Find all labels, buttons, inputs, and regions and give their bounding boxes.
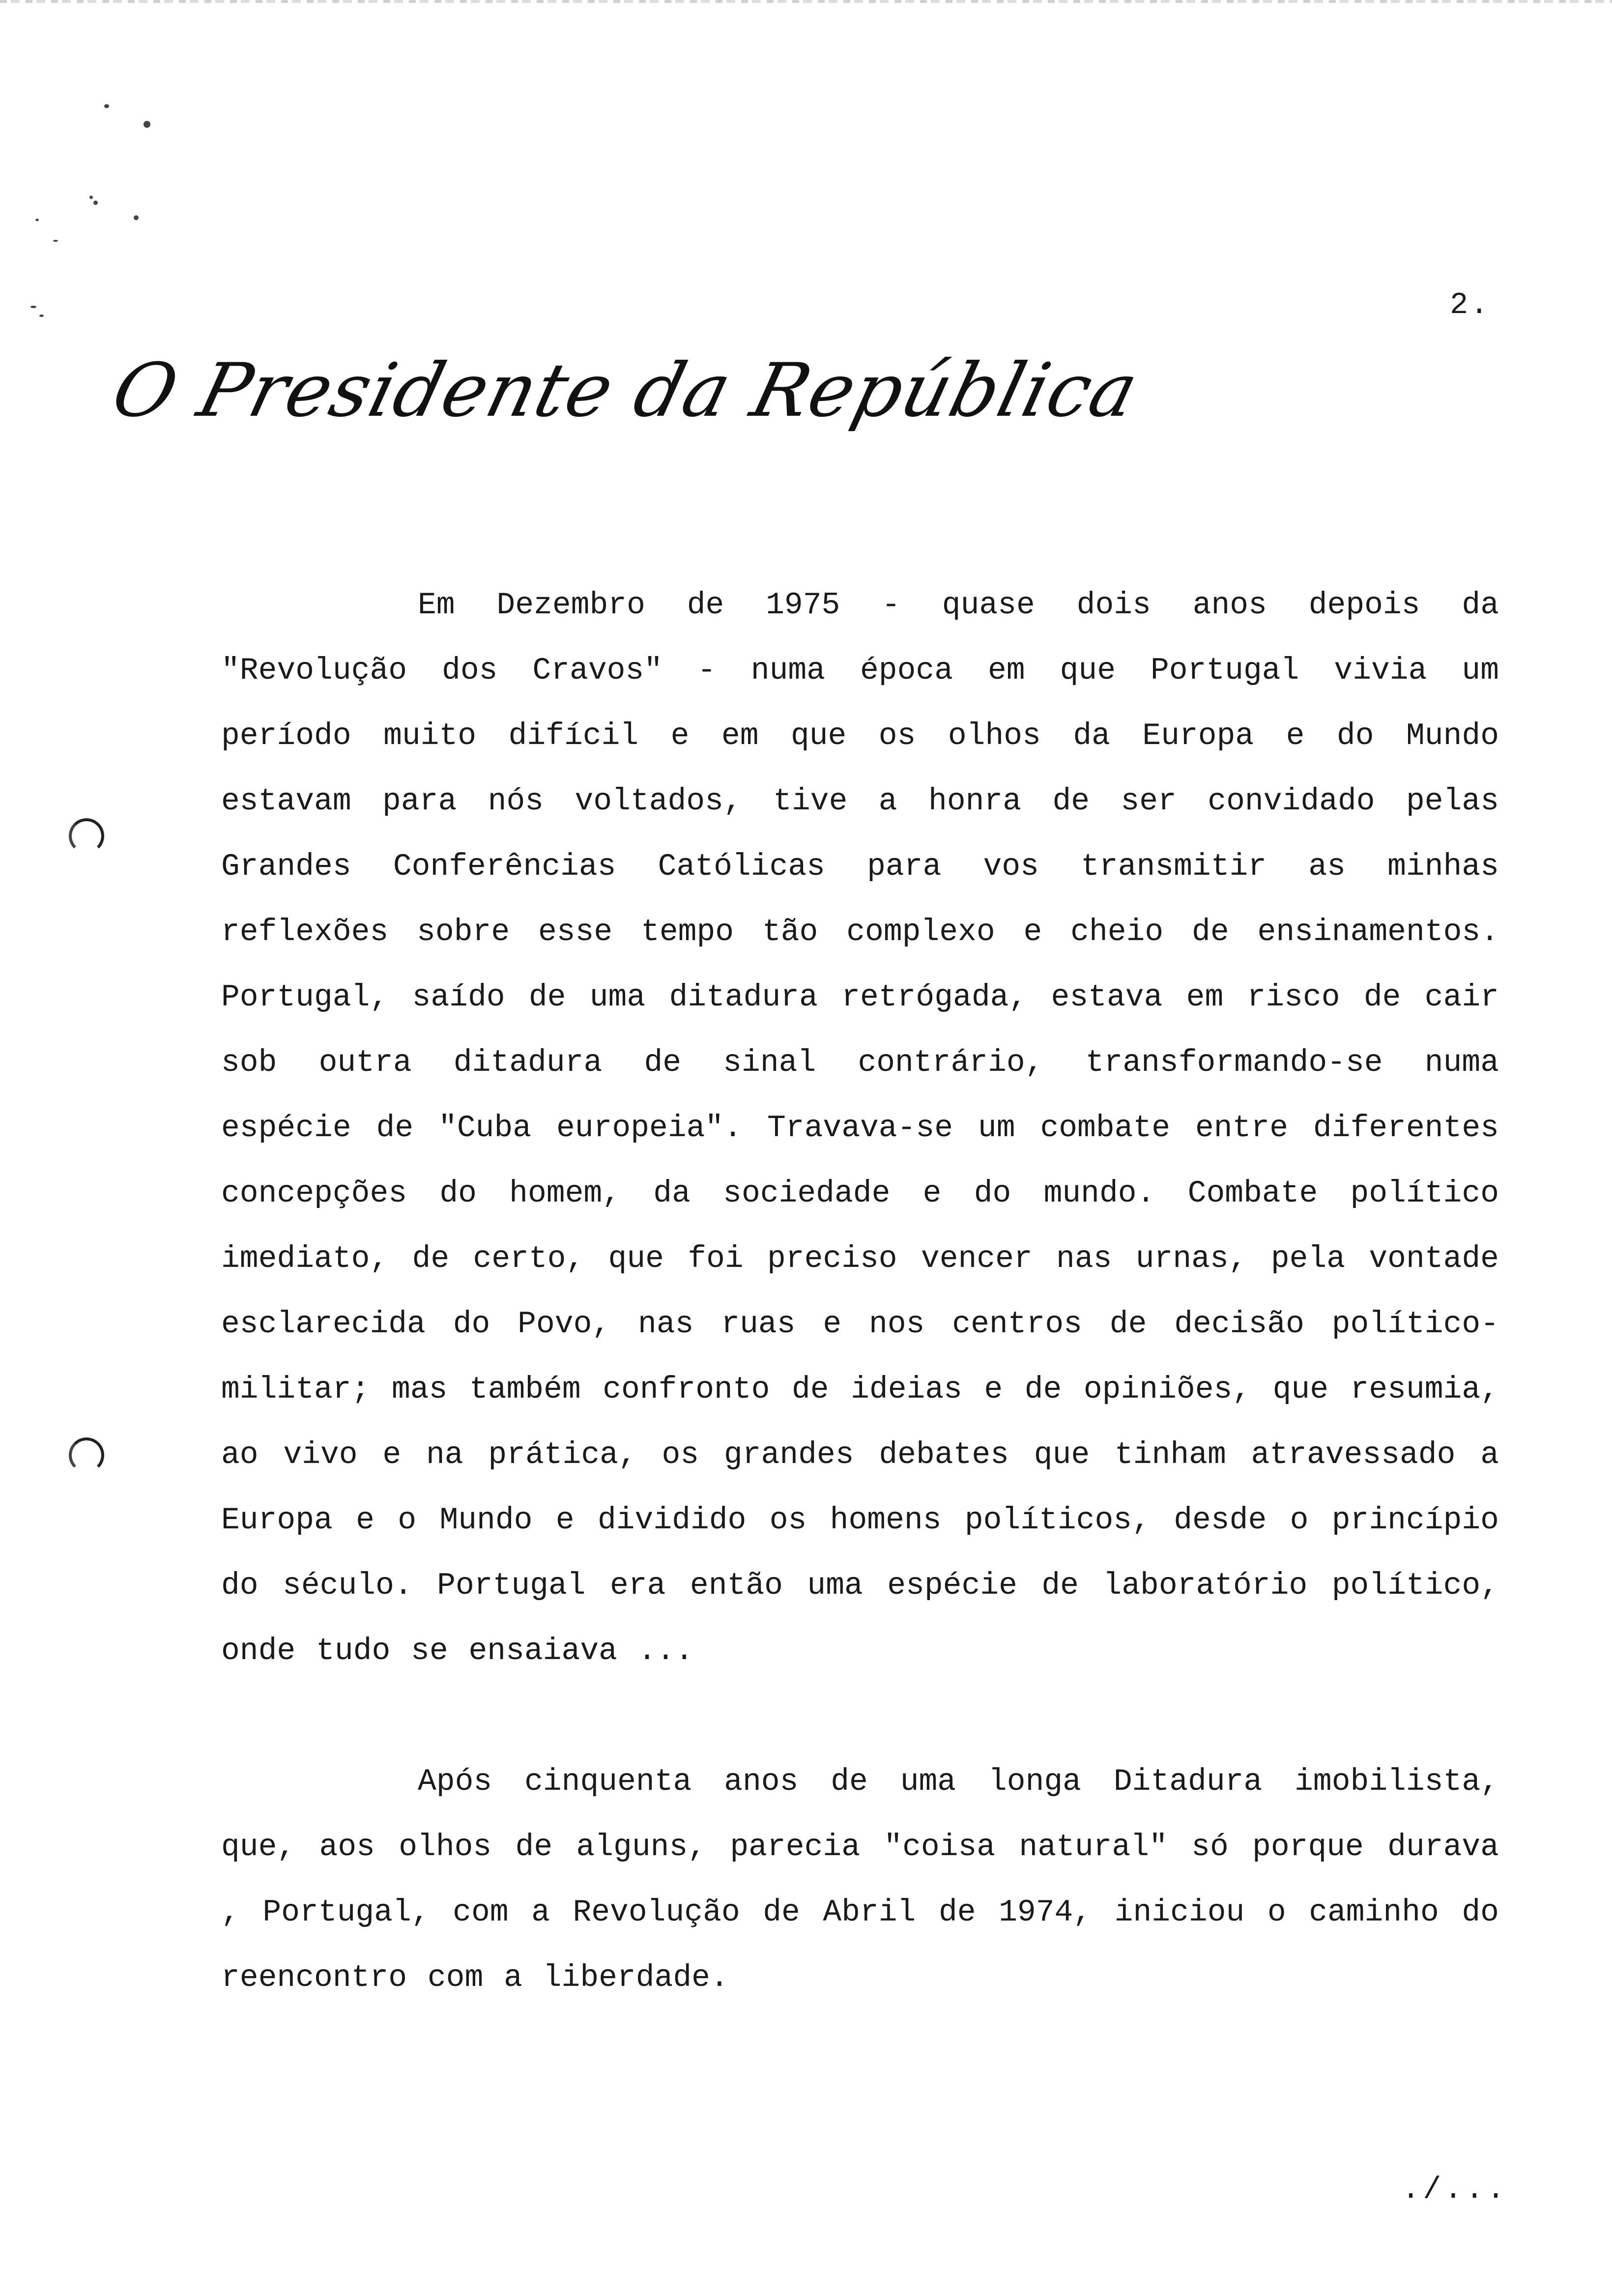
scan-speck [89,196,93,199]
scan-speck [39,315,44,317]
scan-speck [144,121,150,128]
scan-speck [35,219,39,221]
binder-punch-hole [69,818,104,854]
body-paragraph: Após cinquenta anos de uma longa Ditadura imobilista, que, aos olhos de alguns, parecia "coisa natural" só porque durava , Portugal, com a Revolução de Abril de 1974, iniciou o caminho do reencontro com a liberdade. [221,1764,1499,1995]
body-paragraph: Em Dezembro de 1975 - quase dois anos depois da "Revolução dos Cravos" - numa época em que Portugal vivia um período muito difícil e em que os olhos da Europa e do Mundo estavam para nós voltados, tive a honra de ser convidado pelas Grandes Conferências Católicas para vos transmitir as minhas reflexões sobre esse tempo tão complexo e cheio de ensinamentos. Portugal, saído de uma ditadura retrógada, estava em risco de cair sob outra ditadura de sinal contrário, transformando-se numa espécie de "Cuba europeia". Travava-se um combate entre diferentes concepções do homem, da sociedade e do mundo. Combate político imediato, de certo, que foi preciso vencer nas urnas, pela vontade esclarecida do Povo, nas ruas e nos centros de decisão político-militar; mas também confronto de ideias e de opiniões, que resumia, ao vivo e na prática, os grandes debates que tinham atravessado a Europa e o Mundo e dividido os homens políticos, desde o princípio do século. Portugal era então uma espécie de laboratório político, onde tudo se ensaiava ... [221,588,1499,1668]
scan-speck [93,201,98,205]
scan-speck [134,215,139,220]
scan-speck [104,104,109,108]
scan-top-edge [0,0,1612,3]
scan-speck [53,240,58,242]
document-body [221,573,1499,2010]
letterhead-signature: O Presidente da República [104,348,1147,433]
continuation-mark: ./... [1402,2172,1508,2207]
scan-speck [30,306,36,308]
binder-punch-hole [69,1437,104,1473]
page-number: 2. [1450,287,1491,322]
